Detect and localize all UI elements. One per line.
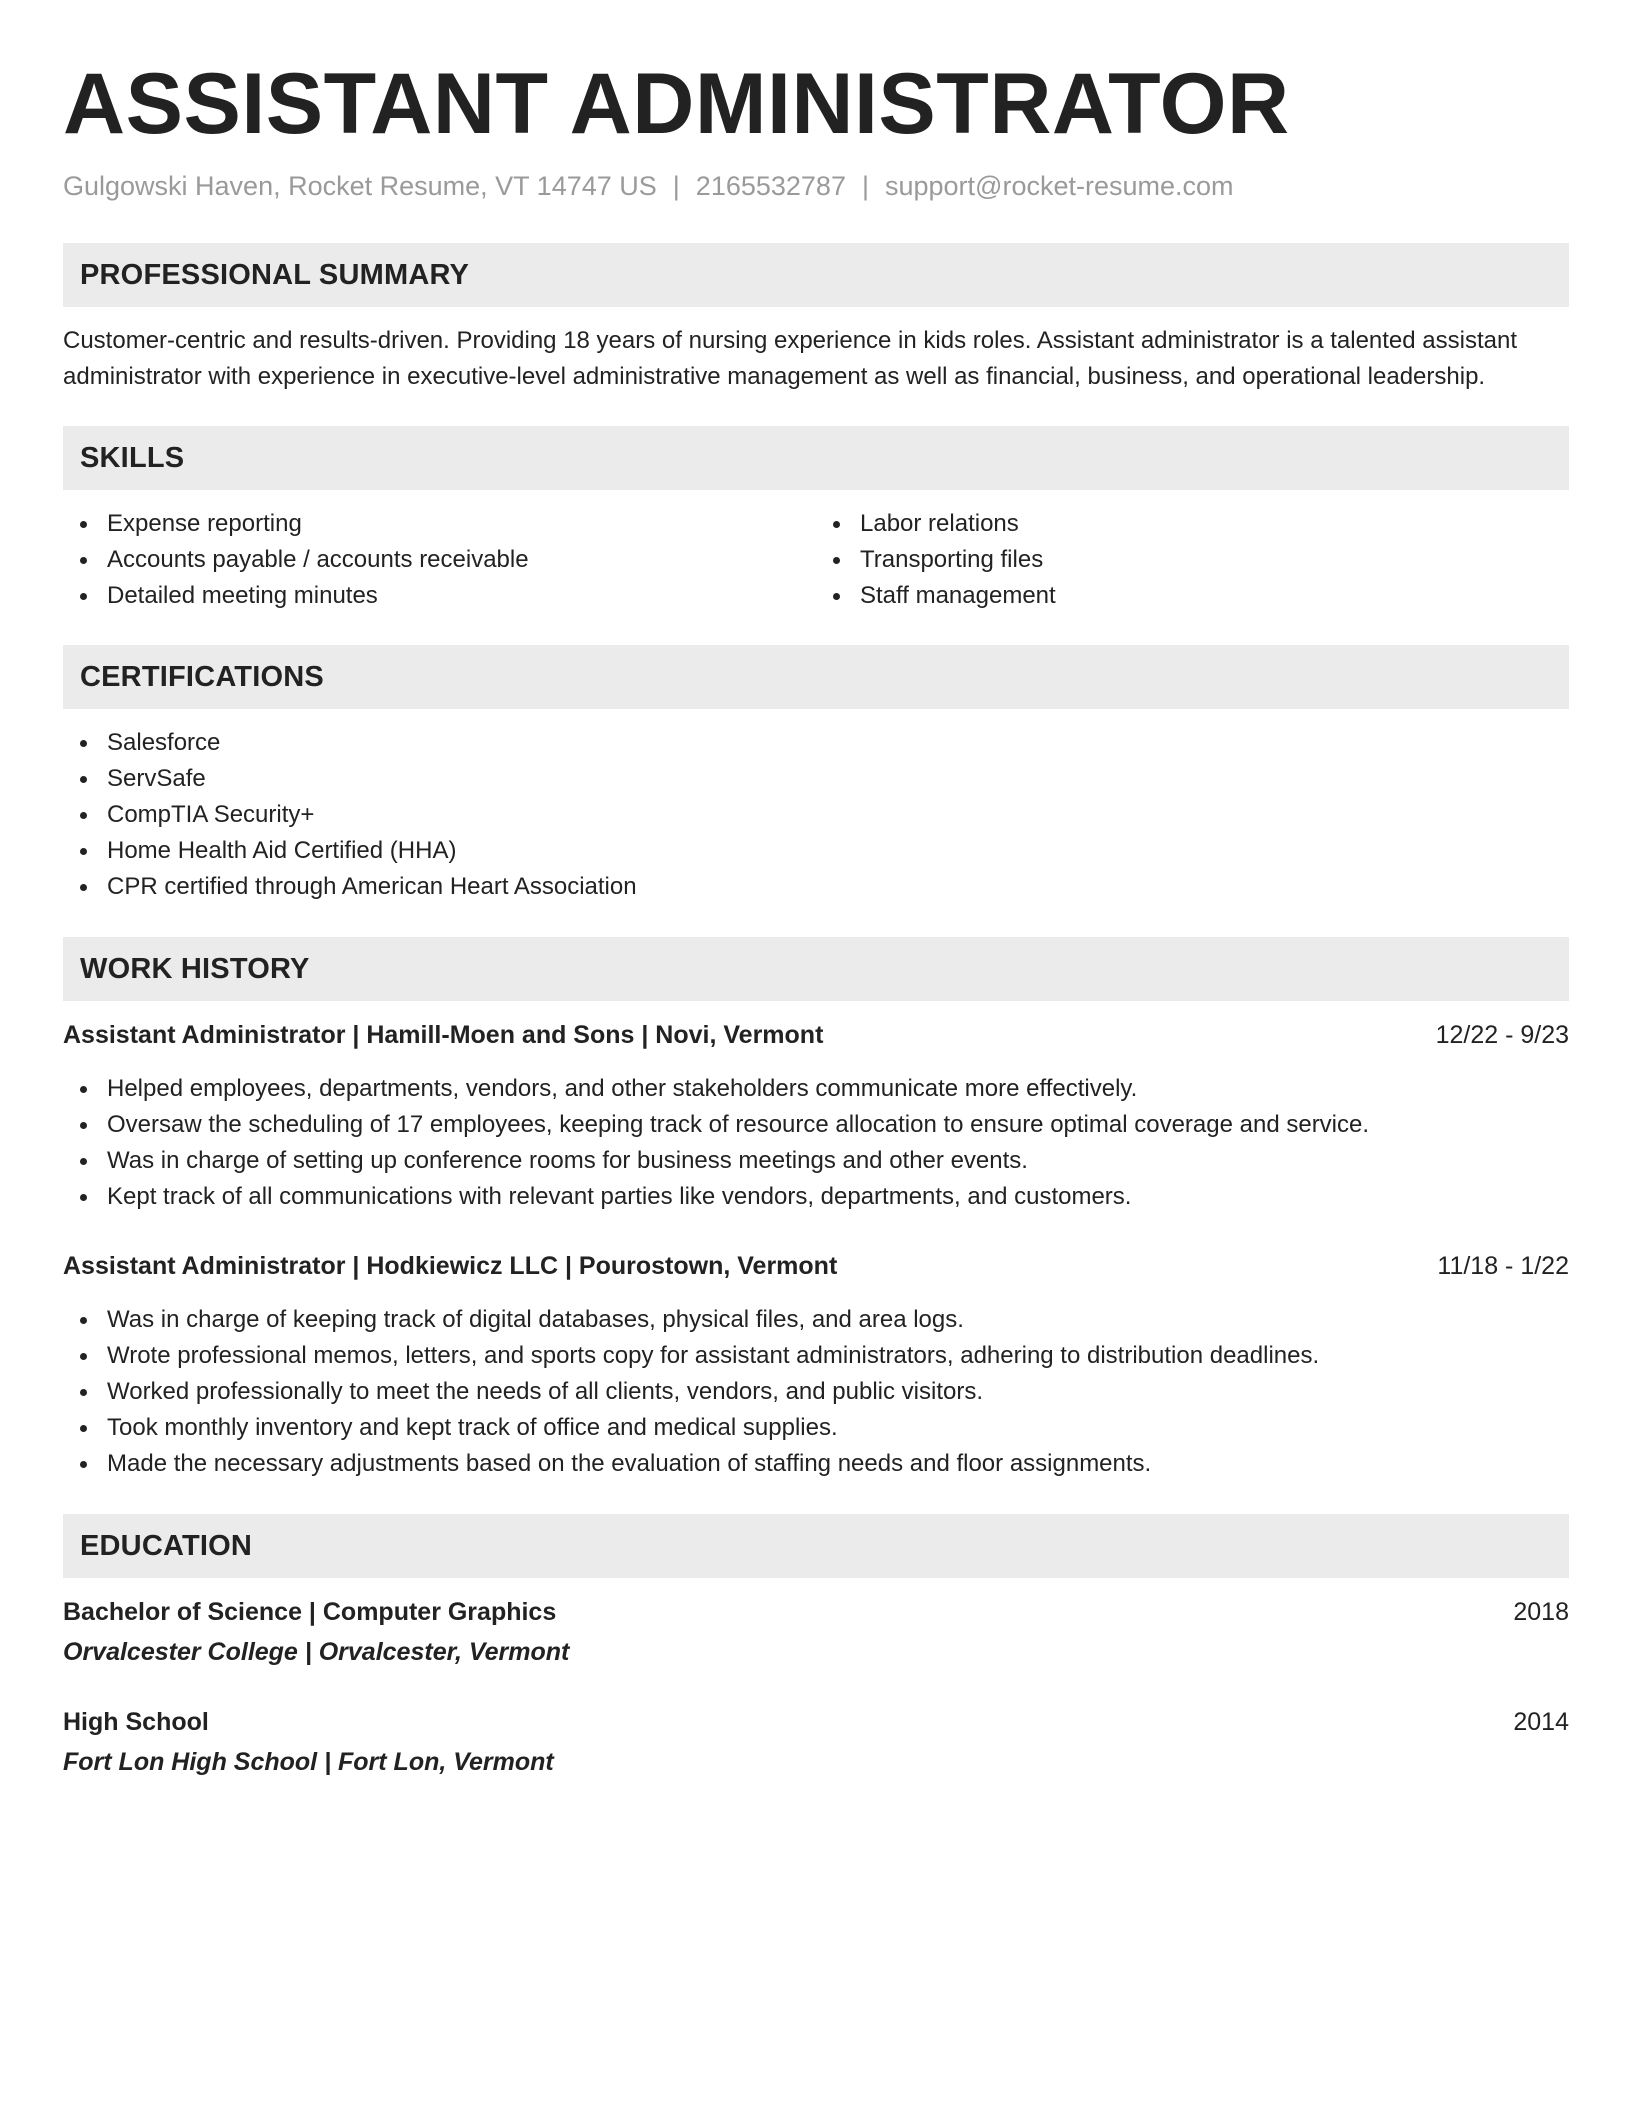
skill-item: Accounts payable / accounts receivable: [63, 542, 816, 578]
education-entry: [63, 1704, 1569, 1780]
education-degree: Bachelor of Science | Computer Graphics: [63, 1598, 557, 1626]
summary-heading: PROFESSIONAL SUMMARY: [63, 243, 1569, 307]
job-bullet: Made the necessary adjustments based on the evaluation of staffing needs and floor assignments.: [63, 1446, 1569, 1482]
job-bullet: Worked professionally to meet the needs of all clients, vendors, and public visitors.: [63, 1374, 1569, 1410]
certifications-heading: CERTIFICATIONS: [63, 645, 1569, 709]
job-entry: [63, 1248, 1569, 1482]
certification-item: Salesforce: [63, 725, 1569, 761]
education-entry: [63, 1594, 1569, 1670]
skills-column-left: [63, 506, 816, 614]
contact-email[interactable]: support@rocket-resume.com: [884, 171, 1234, 201]
job-bullet: Was in charge of setting up conference rooms for business meetings and other events.: [63, 1143, 1569, 1179]
contact-separator: |: [861, 171, 869, 201]
education-school: Fort Lon High School | Fort Lon, Vermont: [63, 1748, 554, 1776]
skill-item: Labor relations: [816, 506, 1569, 542]
certifications-list: [63, 725, 1569, 905]
job-bullets: [63, 1302, 1569, 1482]
skills-column-right: [816, 506, 1569, 614]
contact-line: [63, 168, 1569, 204]
job-bullet: Helped employees, departments, vendors, and other stakeholders communicate more effectively.: [63, 1071, 1569, 1107]
summary-text: Customer-centric and results-driven. Providing 18 years of nursing experience in kids roles. Assistant administrator is a talented assistant administrator with experience in executive-level administrative management as well as financial, business, and operational leadership.: [63, 327, 1518, 390]
job-bullet: Kept track of all communications with relevant parties like vendors, departments, and customers.: [63, 1179, 1569, 1215]
skill-item: Transporting files: [816, 542, 1569, 578]
job-bullet: Took monthly inventory and kept track of office and medical supplies.: [63, 1410, 1569, 1446]
job-bullet: Wrote professional memos, letters, and sports copy for assistant administrators, adhering to distribution deadlines.: [63, 1338, 1569, 1374]
job-dates: 12/22 - 9/23: [1435, 1021, 1569, 1049]
job-header: [63, 1248, 1569, 1284]
education-year: 2014: [1513, 1708, 1569, 1736]
education-degree: High School: [63, 1708, 209, 1736]
contact-separator: |: [672, 171, 680, 201]
skills-list: [63, 506, 1569, 614]
education-header: [63, 1704, 1569, 1740]
certification-item: Home Health Aid Certified (HHA): [63, 833, 1569, 869]
certification-item: CompTIA Security+: [63, 797, 1569, 833]
skill-item: Detailed meeting minutes: [63, 578, 816, 614]
education-year: 2018: [1513, 1598, 1569, 1626]
job-title: Assistant Administrator | Hamill-Moen and Sons | Novi, Vermont: [63, 1021, 824, 1049]
education-school: Orvalcester College | Orvalcester, Vermont: [63, 1638, 570, 1666]
job-header: [63, 1017, 1569, 1053]
education-header: [63, 1594, 1569, 1630]
contact-address: Gulgowski Haven, Rocket Resume, VT 14747 US: [63, 171, 657, 201]
certification-item: ServSafe: [63, 761, 1569, 797]
job-dates: 11/18 - 1/22: [1437, 1252, 1569, 1280]
certification-item: CPR certified through American Heart Association: [63, 869, 1569, 905]
job-title: Assistant Administrator | Hodkiewicz LLC | Pourostown, Vermont: [63, 1252, 838, 1280]
job-entry: [63, 1017, 1569, 1215]
job-bullets: [63, 1071, 1569, 1215]
page-title: ASSISTANT ADMINISTRATOR: [63, 56, 1290, 152]
skill-item: Expense reporting: [63, 506, 816, 542]
skills-heading: SKILLS: [63, 426, 1569, 490]
skill-item: Staff management: [816, 578, 1569, 614]
contact-phone: 2165532787: [695, 171, 846, 201]
job-bullet: Oversaw the scheduling of 17 employees, keeping track of resource allocation to ensure optimal coverage and service.: [63, 1107, 1569, 1143]
work-history-heading: WORK HISTORY: [63, 937, 1569, 1001]
job-bullet: Was in charge of keeping track of digital databases, physical files, and area logs.: [63, 1302, 1569, 1338]
education-heading: EDUCATION: [63, 1514, 1569, 1578]
